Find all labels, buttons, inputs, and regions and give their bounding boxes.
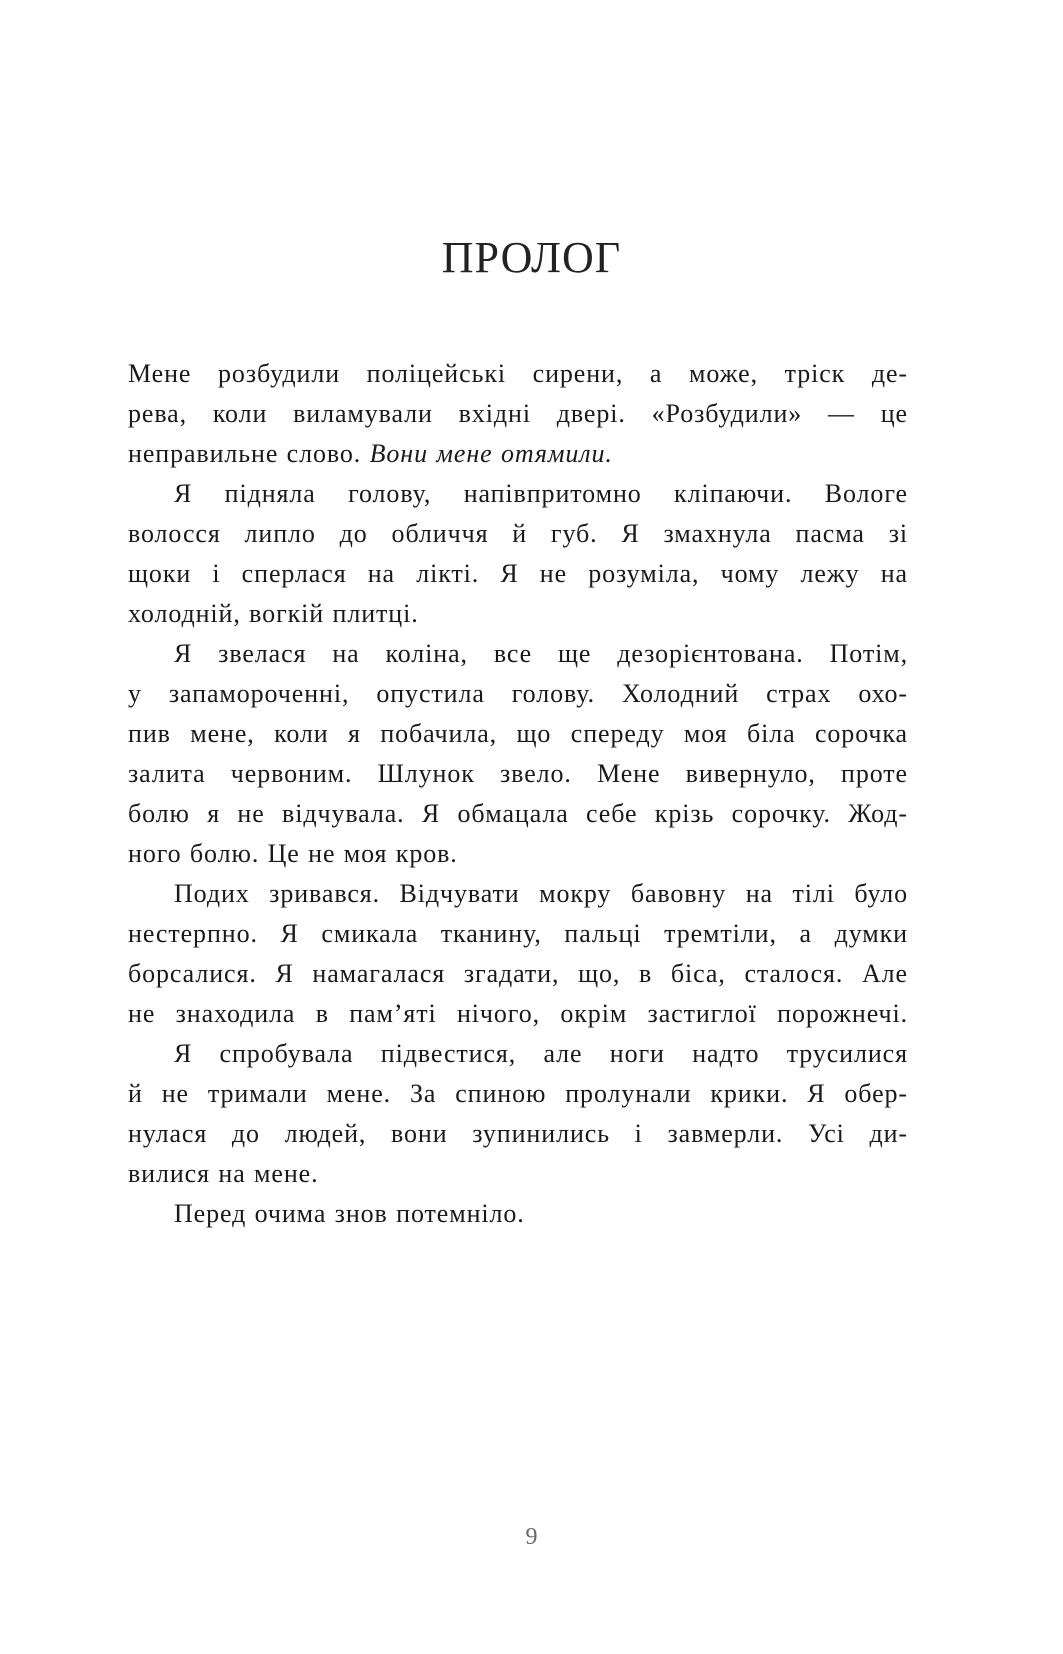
chapter-title: ПРОЛОГ	[441, 233, 622, 282]
text-line: нулася до людей, вони зупинились і завмерли. Усі ди-	[128, 1119, 908, 1148]
text-line: у запамороченні, опустила голову. Холодний страх охо-	[128, 679, 908, 708]
italic-text: Вони мене отямили.	[369, 439, 613, 468]
text-line: борсалися. Я намагалася згадати, що, в біса, сталося. Але	[128, 959, 908, 988]
text-line: Мене розбудили поліцейські сирени, а може, тріск де-	[128, 359, 908, 388]
text-line: волосся липло до обличчя й губ. Я змахнула пасма зі	[128, 519, 908, 548]
page-number: 9	[525, 1524, 538, 1550]
text-line: щоки і сперлася на лікті. Я не розуміла, чому лежу на	[128, 559, 908, 588]
text-line: ного болю. Це не моя кров.	[128, 839, 458, 868]
text-line: Я спробувала підвестися, але ноги надто трусилися	[174, 1039, 908, 1068]
text-line: вилися на мене.	[128, 1159, 319, 1188]
text-line: Подих зривався. Відчувати мокру бавовну на тілі було	[174, 879, 908, 908]
chapter-body	[128, 354, 908, 1234]
text-line: болю я не відчувала. Я обмацала себе крізь сорочку. Жод-	[128, 799, 908, 828]
text-line: Я підняла голову, напівпритомно кліпаючи. Вологе	[174, 479, 908, 508]
text-line: не знаходила в пам’яті нічого, окрім застиглої порожнечі.	[128, 999, 908, 1028]
text-line: рева, коли виламували вхідні двері. «Розбудили» — це	[128, 399, 908, 428]
text-line: й не тримали мене. За спиною пролунали крики. Я обер-	[128, 1079, 908, 1108]
text-line: нестерпно. Я смикала тканину, пальці тремтіли, а думки	[128, 919, 908, 948]
text-line: Перед очима знов потемніло.	[174, 1199, 525, 1228]
text-fragment: неправильне слово.	[128, 439, 370, 468]
text-line: пив мене, коли я побачила, що спереду моя біла сорочка	[128, 719, 908, 748]
text-line	[128, 434, 908, 474]
text-line: холодній, вогкій плитці.	[128, 599, 419, 628]
text-line: Я звелася на коліна, все ще дезорієнтована. Потім,	[174, 639, 908, 668]
text-line: залита червоним. Шлунок звело. Мене вивернуло, проте	[128, 759, 908, 788]
